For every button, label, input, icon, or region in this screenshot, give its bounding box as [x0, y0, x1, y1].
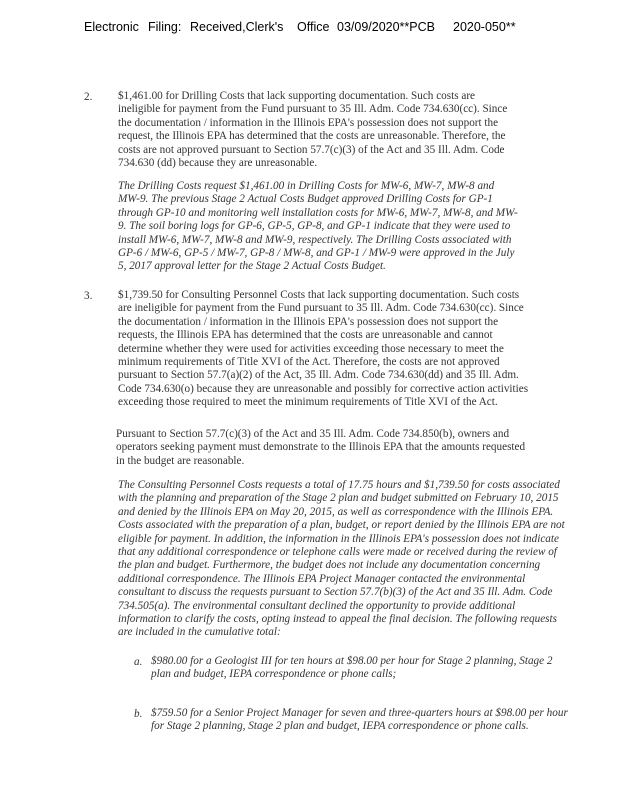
text-line: Pursuant to Section 57.7(c)(3) of the Act and 35 Ill. Adm. Code 734.850(b), owners and [116, 428, 510, 440]
text-line: requests, the Illinois EPA has determined that the costs are unreasonable and cannot [118, 329, 493, 342]
text-line: $759.50 for a Senior Project Manager for seven and three-quarters hours at $98.00 per hour [151, 707, 568, 719]
text-line: plan and budget, IEPA correspondence or phone calls; [151, 668, 397, 681]
text-line: the documentation / information in the Illinois EPA's possession does not support the [118, 116, 499, 129]
text-line: the documentation / information in the Illinois EPA's possession does not support the [118, 315, 499, 328]
text-line: through GP-10 and monitoring well installation costs for MW-6, MW-7, MW-8, and MW- [118, 206, 518, 219]
subitem-a [151, 655, 553, 682]
text-line: 9. The soil boring logs for GP-6, GP-5, GP-8, and GP-1 indicate that they were used to [118, 220, 511, 233]
text-line: eligible for payment. In addition, the information in the Illinois EPA's possession does not indicate [118, 532, 559, 545]
text-line: in the budget are reasonable. [116, 454, 245, 467]
item3-pursuant [116, 428, 525, 468]
text-line: $1,739.50 for Consulting Personnel Costs that lack supporting documentation. Such costs [118, 289, 520, 301]
header-part: Office [297, 20, 330, 34]
text-line: determine whether they were used for activities exceeding those necessary to meet the [118, 342, 504, 355]
text-line: minimum requirements of Title XVI of the Act. Therefore, the costs are not approved [118, 355, 500, 368]
text-line: 5, 2017 approval letter for the Stage 2 Actual Costs Budget. [118, 260, 386, 273]
text-line: $1,461.00 for Drilling Costs that lack supporting documentation. Such costs are [118, 90, 476, 102]
text-line: exceeding those required to meet the minimum requirements of Title XVI of the Act. [118, 396, 498, 409]
header-part: Electronic [84, 20, 139, 34]
text-line: 734.505(a). The environmental consultant declined the opportunity to provide additional [118, 599, 516, 612]
header-part: Filing: [148, 20, 182, 34]
text-line: for Stage 2 planning, Stage 2 plan and budget, IEPA correspondence or phone calls. [151, 720, 529, 733]
text-line: install MW-6, MW-7, MW-8 and MW-9, respectively. The Drilling Costs associated with [118, 233, 512, 246]
header-part: 03/09/2020**PCB [337, 20, 435, 34]
text-line: The Drilling Costs request $1,461.00 in Drilling Costs for MW-6, MW-7, MW-8 and [118, 180, 495, 192]
text-line: request, the Illinois EPA has determined that the costs are unreasonable. Therefore, the [118, 130, 506, 143]
header-part: Received,Clerk's [190, 20, 284, 34]
text-line: ineligible for payment from the Fund pursuant to 35 Ill. Adm. Code 734.630(cc). Since [118, 103, 508, 116]
subitem-letter: b. [134, 708, 143, 720]
item3-text [118, 289, 528, 410]
item3-note [118, 479, 565, 640]
text-line: additional correspondence. The Illinois EPA Project Manager contacted the environmental [118, 572, 526, 585]
text-line: consultant to discuss the requests pursuant to Section 57.7(b)(3) of the Act and 35 Ill. Adm. Code [118, 586, 553, 599]
subitem-letter: a. [134, 656, 143, 668]
text-line: and denied by the Illinois EPA on May 20, 2015, as well as correspondence with the Illinois EPA. [118, 505, 554, 518]
text-line: MW-9. The previous Stage 2 Actual Costs Budget approved Drilling Costs for GP-1 [118, 193, 493, 206]
text-line: operators seeking payment must demonstrate to the Illinois EPA that the amounts requested [116, 441, 526, 454]
text-line: information to clarify the costs, opting instead to appeal the final decision. The following requests [118, 612, 557, 625]
item-number: 2. [84, 91, 93, 103]
text-line: $980.00 for a Geologist III for ten hours at $98.00 per hour for Stage 2 planning, Stage 2 [151, 655, 553, 667]
text-line: are ineligible for payment from the Fund pursuant to 35 Ill. Adm. Code 734.630(cc). Since [118, 302, 524, 315]
text-line: The Consulting Personnel Costs requests a total of 17.75 hours and $1,739.50 for costs associated [118, 479, 560, 491]
text-line: costs are not approved pursuant to Section 57.7(c)(3) of the Act and 35 Ill. Adm. Code [118, 143, 505, 156]
text-line: that any additional correspondence or telephone calls were made or received during the review of [118, 545, 557, 558]
text-line: with the planning and preparation of the Stage 2 plan and budget submitted on February 10, 2015 [118, 492, 559, 505]
text-line: are included in the cumulative total: [118, 626, 281, 639]
subitem-b [151, 707, 568, 734]
text-line: Costs associated with the preparation of a plan, budget, or report denied by the Illinois EPA are not [118, 519, 565, 532]
item2-note [118, 180, 518, 274]
text-line: Code 734.630(o) because they are unreasonable and possibly for corrective action activities [118, 382, 529, 395]
text-line: the plan and budget. Furthermore, the budget does not include any documentation concerning [118, 559, 541, 572]
item-number: 3. [84, 290, 93, 302]
header-part: 2020-050** [453, 20, 516, 34]
item2-text [118, 90, 507, 170]
text-line: 734.630 (dd) because they are unreasonable. [118, 156, 318, 169]
text-line: pursuant to Section 57.7(a)(2) of the Act, 35 Ill. Adm. Code 734.630(dd) and 35 Ill. Adm. [118, 369, 519, 382]
text-line: GP-6 / MW-6, GP-5 / MW-7, GP-8 / MW-8, and GP-1 / MW-9 were approved in the July [118, 246, 515, 259]
